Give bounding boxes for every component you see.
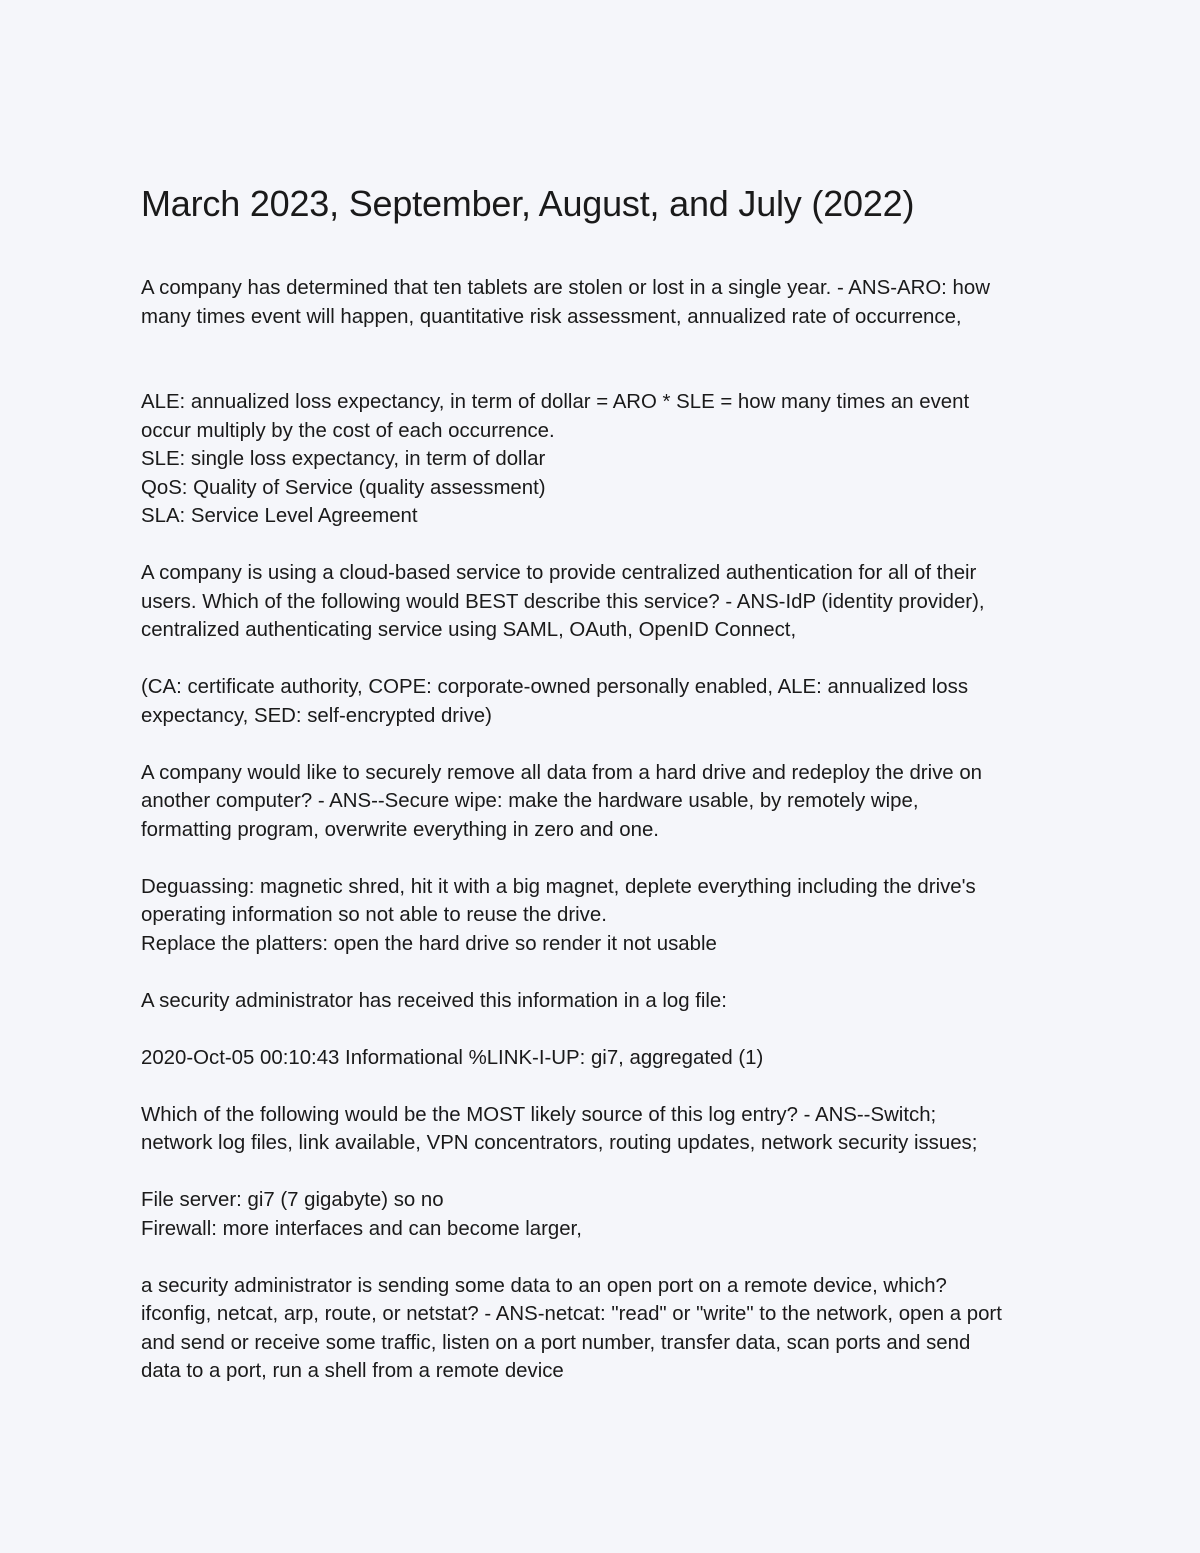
text-line: users. Which of the following would BEST describe this service? - ANS-IdP (identity provider), [141, 590, 985, 613]
text-line: Replace the platters: open the hard drive so render it not usable [141, 932, 717, 955]
text-line: Deguassing: magnetic shred, hit it with a big magnet, deplete everything including the drive's [141, 875, 976, 898]
text-line: 2020-Oct-05 00:10:43 Informational %LINK-I-UP: gi7, aggregated (1) [141, 1046, 764, 1069]
text-line: a security administrator is sending some data to an open port on a remote device, which? [141, 1274, 947, 1297]
text-line: A security administrator has received this information in a log file: [141, 989, 727, 1012]
text-line: (CA: certificate authority, COPE: corporate-owned personally enabled, ALE: annualized loss [141, 676, 969, 698]
text-line: expectancy, SED: self-encrypted drive) [141, 704, 492, 727]
paragraph-idp [141, 559, 1066, 645]
paragraph-file-server [141, 1186, 1066, 1243]
text-line: ifconfig, netcat, arp, route, or netstat? - ANS-netcat: "read" or "write" to the network, open a port [141, 1303, 1002, 1325]
text-line: and send or receive some traffic, listen on a port number, transfer data, scan ports and send [141, 1331, 971, 1354]
document-page [141, 180, 1066, 1386]
text-line: ALE: annualized loss expectancy, in term of dollar = ARO * SLE = how many times an event [141, 391, 970, 413]
text-line: another computer? - ANS--Secure wipe: make the hardware usable, by remotely wipe, [141, 790, 919, 812]
text-line: SLA: Service Level Agreement [141, 505, 418, 527]
text-line: many times event will happen, quantitative risk assessment, annualized rate of occurrence, [141, 305, 962, 328]
text-line: Which of the following would be the MOST likely source of this log entry? - ANS--Switch; [141, 1103, 937, 1126]
text-line: A company would like to securely remove all data from a hard drive and redeploy the drive on [141, 761, 982, 784]
text-line: network log files, link available, VPN concentrators, routing updates, network security issues; [141, 1132, 978, 1154]
text-line: data to a port, run a shell from a remote device [141, 1360, 564, 1382]
text-line: SLE: single loss expectancy, in term of dollar [141, 448, 546, 470]
text-line: A company has determined that ten tablets are stolen or lost in a single year. - ANS-ARO: how [141, 277, 990, 299]
paragraph-switch [141, 1101, 1066, 1158]
text-line: occur multiply by the cost of each occurrence. [141, 419, 555, 442]
text-line: operating information so not able to reuse the drive. [141, 904, 607, 926]
paragraph-log-entry [141, 1044, 1066, 1073]
paragraph-acronyms [141, 673, 1066, 730]
text-line: A company is using a cloud-based service to provide centralized authentication for all of their [141, 562, 977, 584]
text-line: formatting program, overwrite everything in zero and one. [141, 818, 659, 841]
paragraph-log-question [141, 987, 1066, 1016]
paragraph-aro [141, 274, 1066, 331]
text-line: Firewall: more interfaces and can become larger, [141, 1217, 582, 1240]
document-title: March 2023, September, August, and July (2022) [141, 183, 915, 224]
text-line: QoS: Quality of Service (quality assessment) [141, 476, 546, 499]
paragraph-netcat [141, 1272, 1066, 1386]
text-line: centralized authenticating service using SAML, OAuth, OpenID Connect, [141, 619, 797, 641]
paragraph-degaussing [141, 873, 1066, 959]
text-line: File server: gi7 (7 gigabyte) so no [141, 1189, 444, 1211]
paragraph-secure-wipe [141, 759, 1066, 845]
paragraph-ale-definitions [141, 388, 1066, 531]
